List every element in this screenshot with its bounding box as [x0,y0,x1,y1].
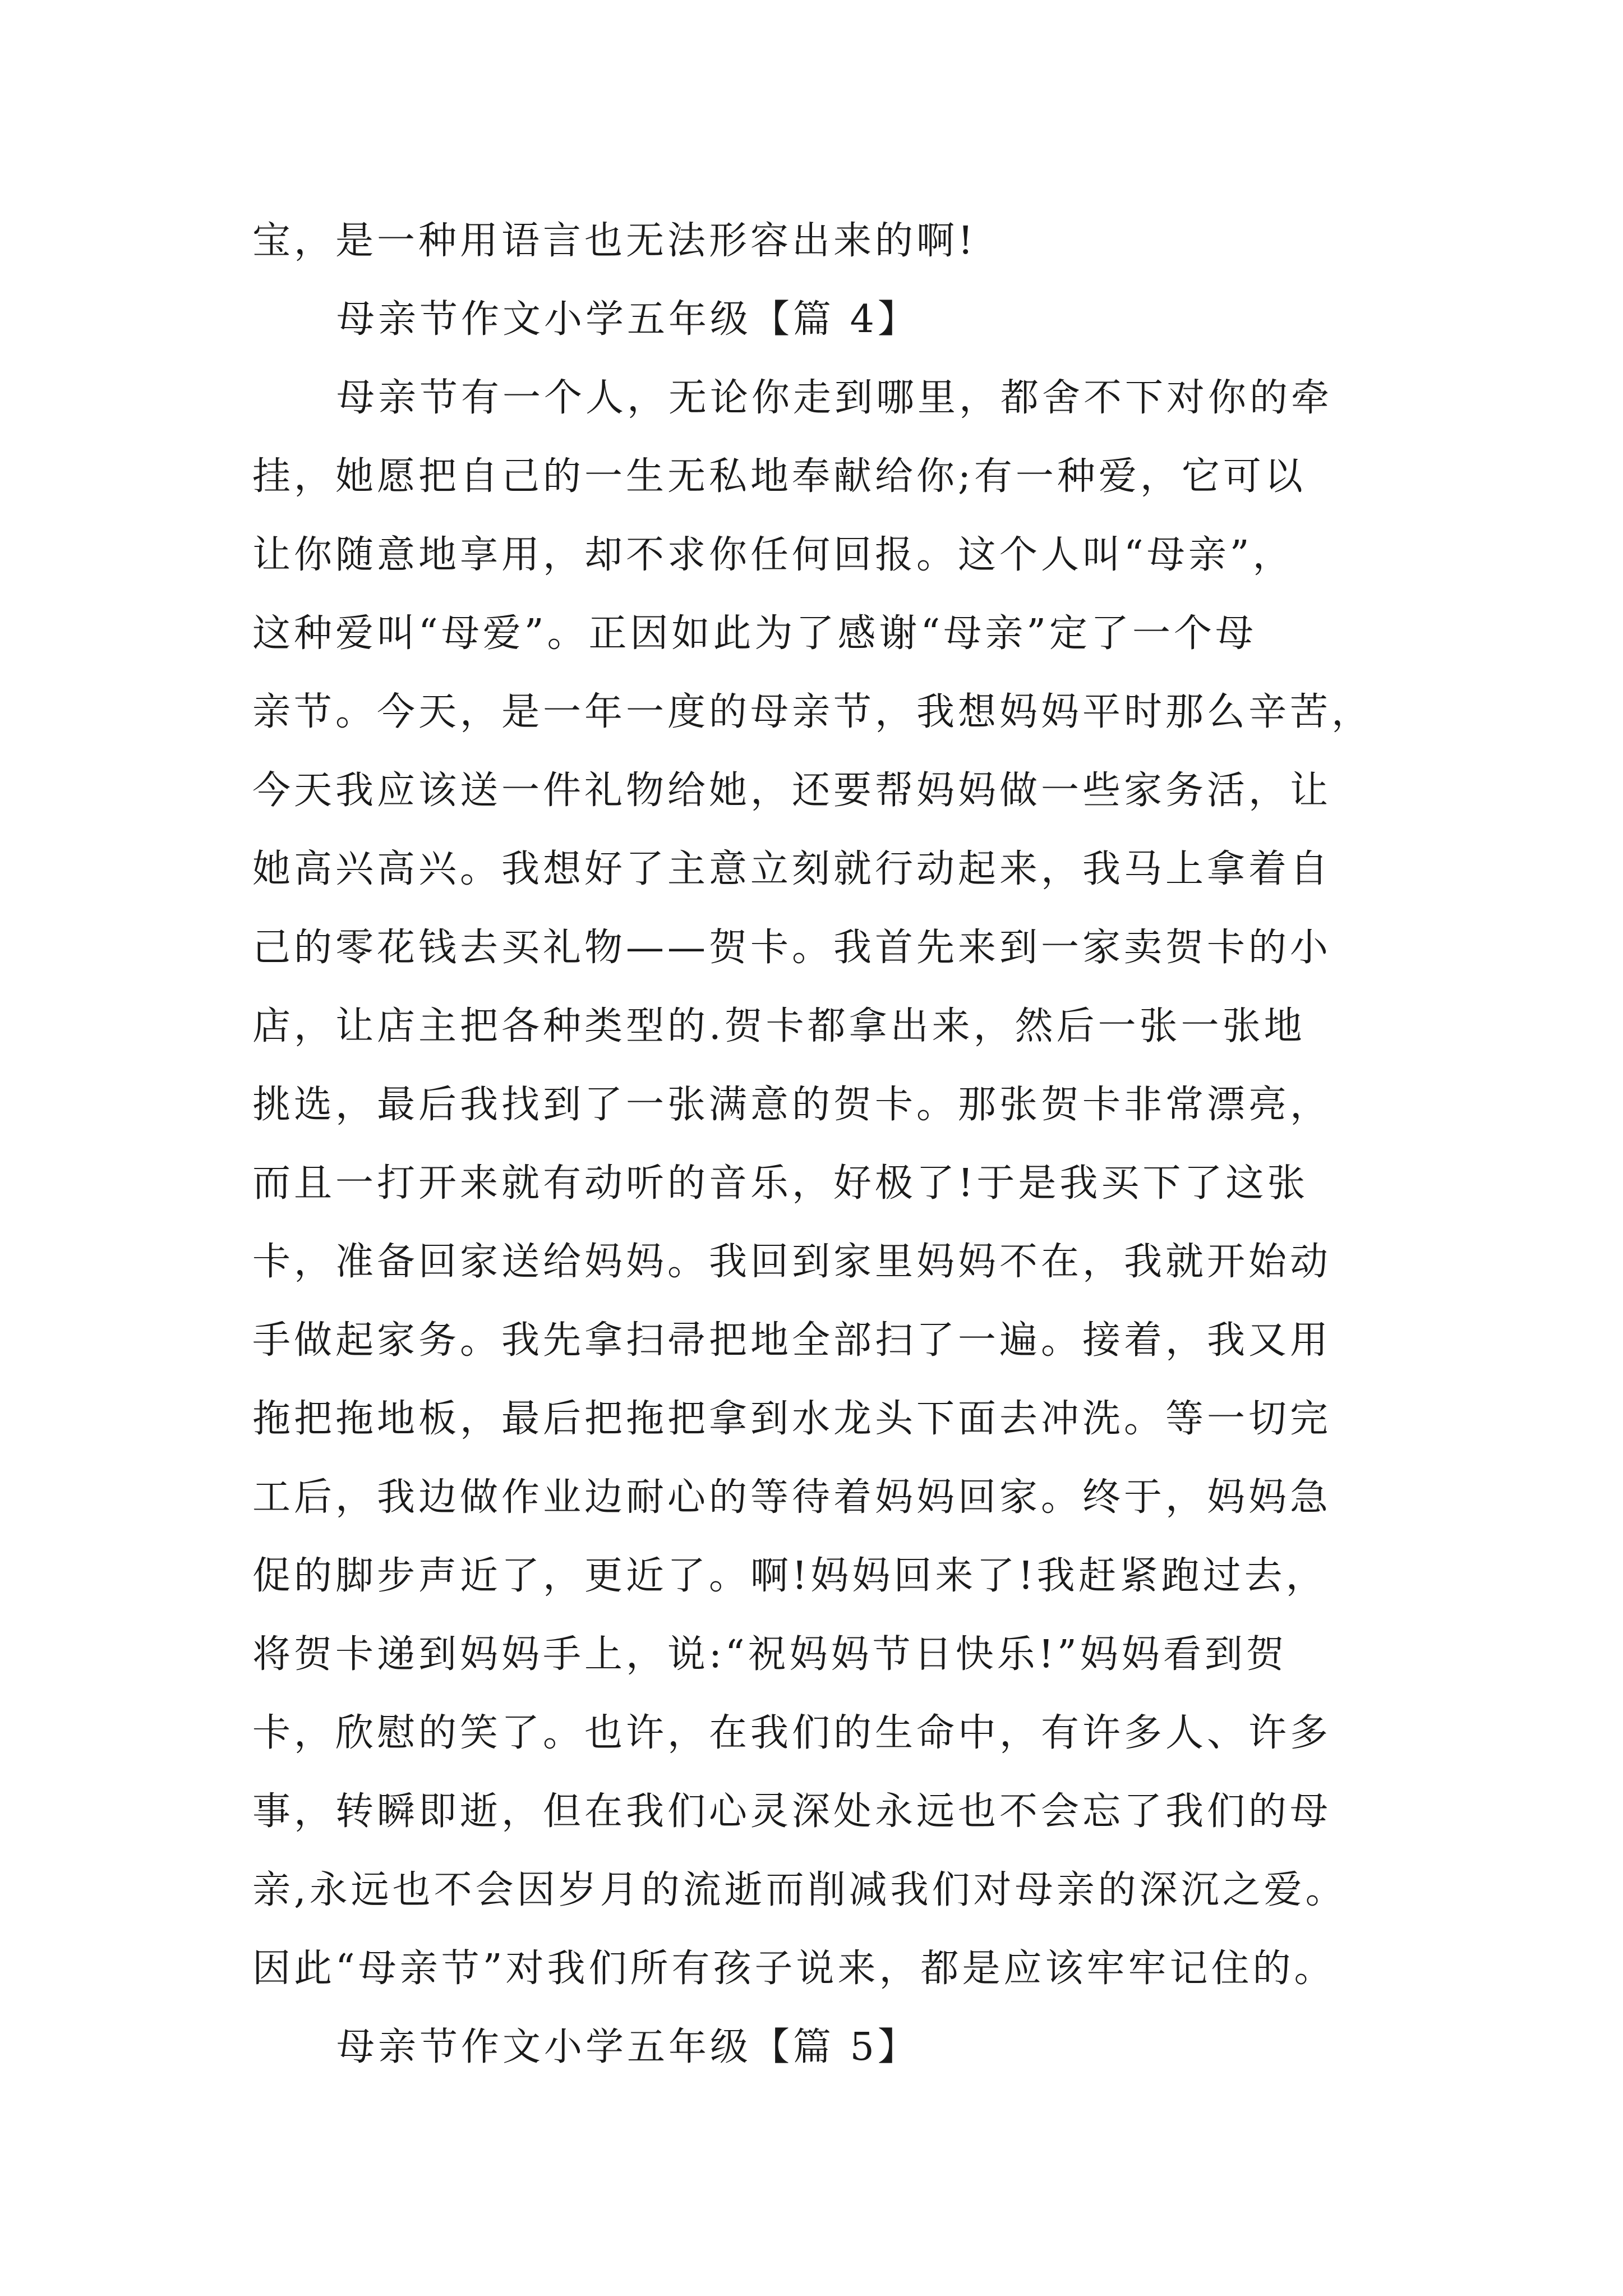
paragraph-line: 挂，她愿把自己的一生无私地奉献给你;有一种爱，它可以 [252,454,1306,499]
section-heading-5: 母亲节作文小学五年级【篇 5】 [336,2025,919,2069]
paragraph-line: 因此“母亲节”对我们所有孩子说来，都是应该牢牢记住的。 [252,1947,1336,1991]
paragraph-line: 事，转瞬即逝，但在我们心灵深处永远也不会忘了我们的母 [252,1789,1332,1834]
paragraph-line: 手做起家务。我先拿扫帚把地全部扫了一遍。接着，我又用 [252,1318,1332,1363]
paragraph-line: 促的脚步声近了，更近了。啊!妈妈回来了!我赶紧跑过去， [252,1554,1327,1598]
section-heading-4: 母亲节作文小学五年级【篇 4】 [336,297,919,342]
paragraph-line: 母亲节有一个人，无论你走到哪里，都舍不下对你的牵 [336,376,1333,420]
paragraph-line: 己的零花钱去买礼物——贺卡。我首先来到一家卖贺卡的小 [252,926,1332,970]
paragraph-line: 将贺卡递到妈妈手上，说:“祝妈妈节日快乐!”妈妈看到贺 [252,1632,1288,1677]
paragraph-line: 工后，我边做作业边耐心的等待着妈妈回家。终于，妈妈急 [252,1475,1332,1520]
paragraph-line: 挑选，最后我找到了一张满意的贺卡。那张贺卡非常漂亮， [252,1083,1332,1127]
paragraph-line: 店，让店主把各种类型的.贺卡都拿出来，然后一张一张地 [252,1004,1306,1048]
paragraph-line: 拖把拖地板，最后把拖把拿到水龙头下面去冲洗。等一切完 [252,1397,1332,1441]
paragraph-line: 这种爱叫“母爱”。正因如此为了感谢“母亲”定了一个母 [252,611,1257,656]
paragraph-line: 卡，欣慰的笑了。也许，在我们的生命中，有许多人、许多 [252,1711,1332,1755]
paragraph-line: 她高兴高兴。我想好了主意立刻就行动起来，我马上拿着自 [252,847,1332,891]
paragraph-line: 亲,永远也不会因岁月的流逝而削减我们对母亲的深沉之爱。 [252,1868,1347,1912]
paragraph-line: 宝，是一种用语言也无法形容出来的啊! [252,219,977,263]
paragraph-line: 让你随意地享用，却不求你任何回报。这个人叫“母亲”， [252,533,1294,577]
paragraph-line: 亲节。今天，是一年一度的母亲节，我想妈妈平时那么辛苦， [252,690,1373,734]
paragraph-line: 卡，准备回家送给妈妈。我回到家里妈妈不在，我就开始动 [252,1240,1332,1284]
paragraph-line: 今天我应该送一件礼物给她，还要帮妈妈做一些家务活，让 [252,769,1332,813]
paragraph-line: 而且一打开来就有动听的音乐，好极了!于是我买下了这张 [252,1161,1309,1205]
